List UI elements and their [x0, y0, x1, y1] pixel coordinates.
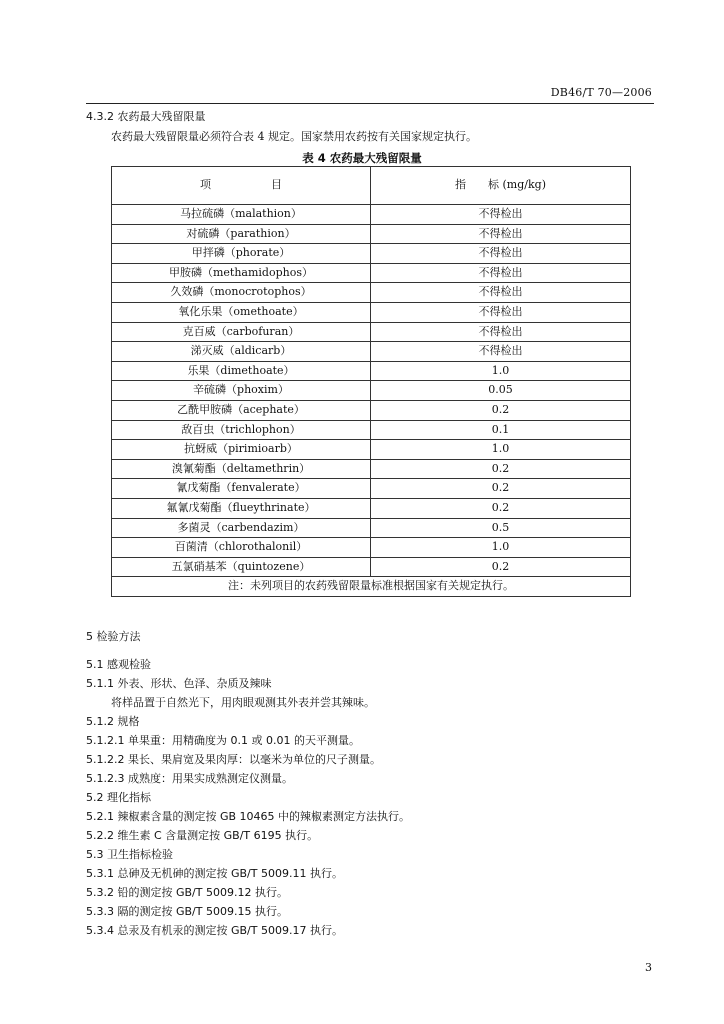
residue-limit-cell: 不得检出: [371, 205, 631, 225]
table-row: [112, 557, 631, 577]
table-row: [112, 538, 631, 558]
section-5-1-title: 5.1 感观检验: [86, 658, 151, 671]
section-5-3-3: 5.3.3 隔的测定按 GB/T 5009.15 执行。: [86, 905, 288, 918]
residue-limit-cell: 0.2: [371, 498, 631, 518]
section-5-3-title: 5.3 卫生指标检验: [86, 848, 173, 861]
table-note-row: [112, 577, 631, 597]
section-5-2-2: 5.2.2 维生素 C 含量测定按 GB/T 6195 执行。: [86, 829, 319, 842]
pesticide-name-cell: 马拉硫磷（malathion）: [112, 205, 371, 225]
table-row: [112, 381, 631, 401]
table-row: [112, 263, 631, 283]
pesticide-name-cell: 敌百虫（trichlophon）: [112, 420, 371, 440]
pesticide-name-cell: 抗蚜威（pirimioarb）: [112, 440, 371, 460]
table-header-row: [112, 167, 631, 205]
residue-limit-cell: 不得检出: [371, 302, 631, 322]
pesticide-residue-table: [111, 166, 631, 597]
section-5-3-4: 5.3.4 总汞及有机汞的测定按 GB/T 5009.17 执行。: [86, 924, 343, 937]
residue-limit-cell: 0.2: [371, 459, 631, 479]
table-title: 表 4 农药最大残留限量: [302, 151, 422, 165]
column-header-limit: 指 标 (mg/kg): [371, 167, 631, 205]
section-5-1-1-title: 5.1.1 外表、形状、色泽、杂质及辣味: [86, 677, 272, 690]
table-row: [112, 224, 631, 244]
section-5-2-title: 5.2 理化指标: [86, 791, 151, 804]
document-code: DB46/T 70—2006: [550, 86, 652, 99]
section-5-1-2-title: 5.1.2 规格: [86, 715, 140, 728]
section-5-3-2: 5.3.2 铅的测定按 GB/T 5009.12 执行。: [86, 886, 288, 899]
residue-limit-cell: 0.2: [371, 400, 631, 420]
header-rule: [86, 103, 654, 104]
table-row: [112, 420, 631, 440]
pesticide-name-cell: 溴氰菊酯（deltamethrin）: [112, 459, 371, 479]
residue-limit-cell: 1.0: [371, 538, 631, 558]
pesticide-name-cell: 乙酰甲胺磷（acephate）: [112, 400, 371, 420]
table-row: [112, 302, 631, 322]
pesticide-name-cell: 辛硫磷（phoxim）: [112, 381, 371, 401]
section-5-1-2-3: 5.1.2.3 成熟度：用果实成熟测定仪测量。: [86, 772, 293, 785]
table-row: [112, 498, 631, 518]
table-row: [112, 205, 631, 225]
table-note: 注：未列项目的农药残留限量标准根据国家有关规定执行。: [112, 577, 631, 597]
pesticide-name-cell: 百菌清（chlorothalonil）: [112, 538, 371, 558]
pesticide-name-cell: 氰戊菊酯（fenvalerate）: [112, 479, 371, 499]
table-row: [112, 361, 631, 381]
residue-limit-cell: 0.5: [371, 518, 631, 538]
table-row: [112, 479, 631, 499]
section-4-3-2-body: 农药最大残留限量必须符合表 4 规定。国家禁用农药按有关国家规定执行。: [111, 130, 477, 143]
pesticide-name-cell: 氟氰戊菊酯（flueythrinate）: [112, 498, 371, 518]
residue-limit-cell: 1.0: [371, 361, 631, 381]
pesticide-name-cell: 甲胺磷（methamidophos）: [112, 263, 371, 283]
section-4-3-2-title: 4.3.2 农药最大残留限量: [86, 110, 206, 123]
table-row: [112, 459, 631, 479]
residue-limit-cell: 不得检出: [371, 322, 631, 342]
section-5-3-1: 5.3.1 总砷及无机砷的测定按 GB/T 5009.11 执行。: [86, 867, 343, 880]
residue-limit-cell: 不得检出: [371, 342, 631, 362]
residue-limit-cell: 不得检出: [371, 224, 631, 244]
residue-limit-cell: 不得检出: [371, 244, 631, 264]
pesticide-name-cell: 对硫磷（parathion）: [112, 224, 371, 244]
section-5-title: 5 检验方法: [86, 630, 141, 643]
table-row: [112, 322, 631, 342]
pesticide-name-cell: 克百威（carbofuran）: [112, 322, 371, 342]
pesticide-name-cell: 甲拌磷（phorate）: [112, 244, 371, 264]
table-row: [112, 400, 631, 420]
residue-limit-cell: 1.0: [371, 440, 631, 460]
residue-limit-cell: 0.05: [371, 381, 631, 401]
residue-limit-cell: 不得检出: [371, 283, 631, 303]
column-header-item: 项 目: [112, 167, 371, 205]
pesticide-name-cell: 五氯硝基苯（quintozene）: [112, 557, 371, 577]
residue-limit-cell: 不得检出: [371, 263, 631, 283]
table-row: [112, 518, 631, 538]
section-5-2-1: 5.2.1 辣椒素含量的测定按 GB 10465 中的辣椒素测定方法执行。: [86, 810, 411, 823]
pesticide-name-cell: 氧化乐果（omethoate）: [112, 302, 371, 322]
residue-limit-cell: 0.1: [371, 420, 631, 440]
pesticide-name-cell: 久效磷（monocrotophos）: [112, 283, 371, 303]
table-body: [112, 205, 631, 577]
table-row: [112, 244, 631, 264]
table-row: [112, 342, 631, 362]
section-5-1-2-2: 5.1.2.2 果长、果肩宽及果肉厚：以毫米为单位的尺子测量。: [86, 753, 381, 766]
pesticide-name-cell: 多菌灵（carbendazim）: [112, 518, 371, 538]
section-5-1-2-1: 5.1.2.1 单果重：用精确度为 0.1 或 0.01 的天平测量。: [86, 734, 360, 747]
residue-limit-cell: 0.2: [371, 557, 631, 577]
section-5-1-1-body: 将样品置于自然光下，用肉眼观测其外表并尝其辣味。: [111, 696, 375, 709]
pesticide-name-cell: 涕灭威（aldicarb）: [112, 342, 371, 362]
table-row: [112, 440, 631, 460]
pesticide-name-cell: 乐果（dimethoate）: [112, 361, 371, 381]
table-row: [112, 283, 631, 303]
residue-limit-cell: 0.2: [371, 479, 631, 499]
page-number: 3: [645, 961, 652, 974]
